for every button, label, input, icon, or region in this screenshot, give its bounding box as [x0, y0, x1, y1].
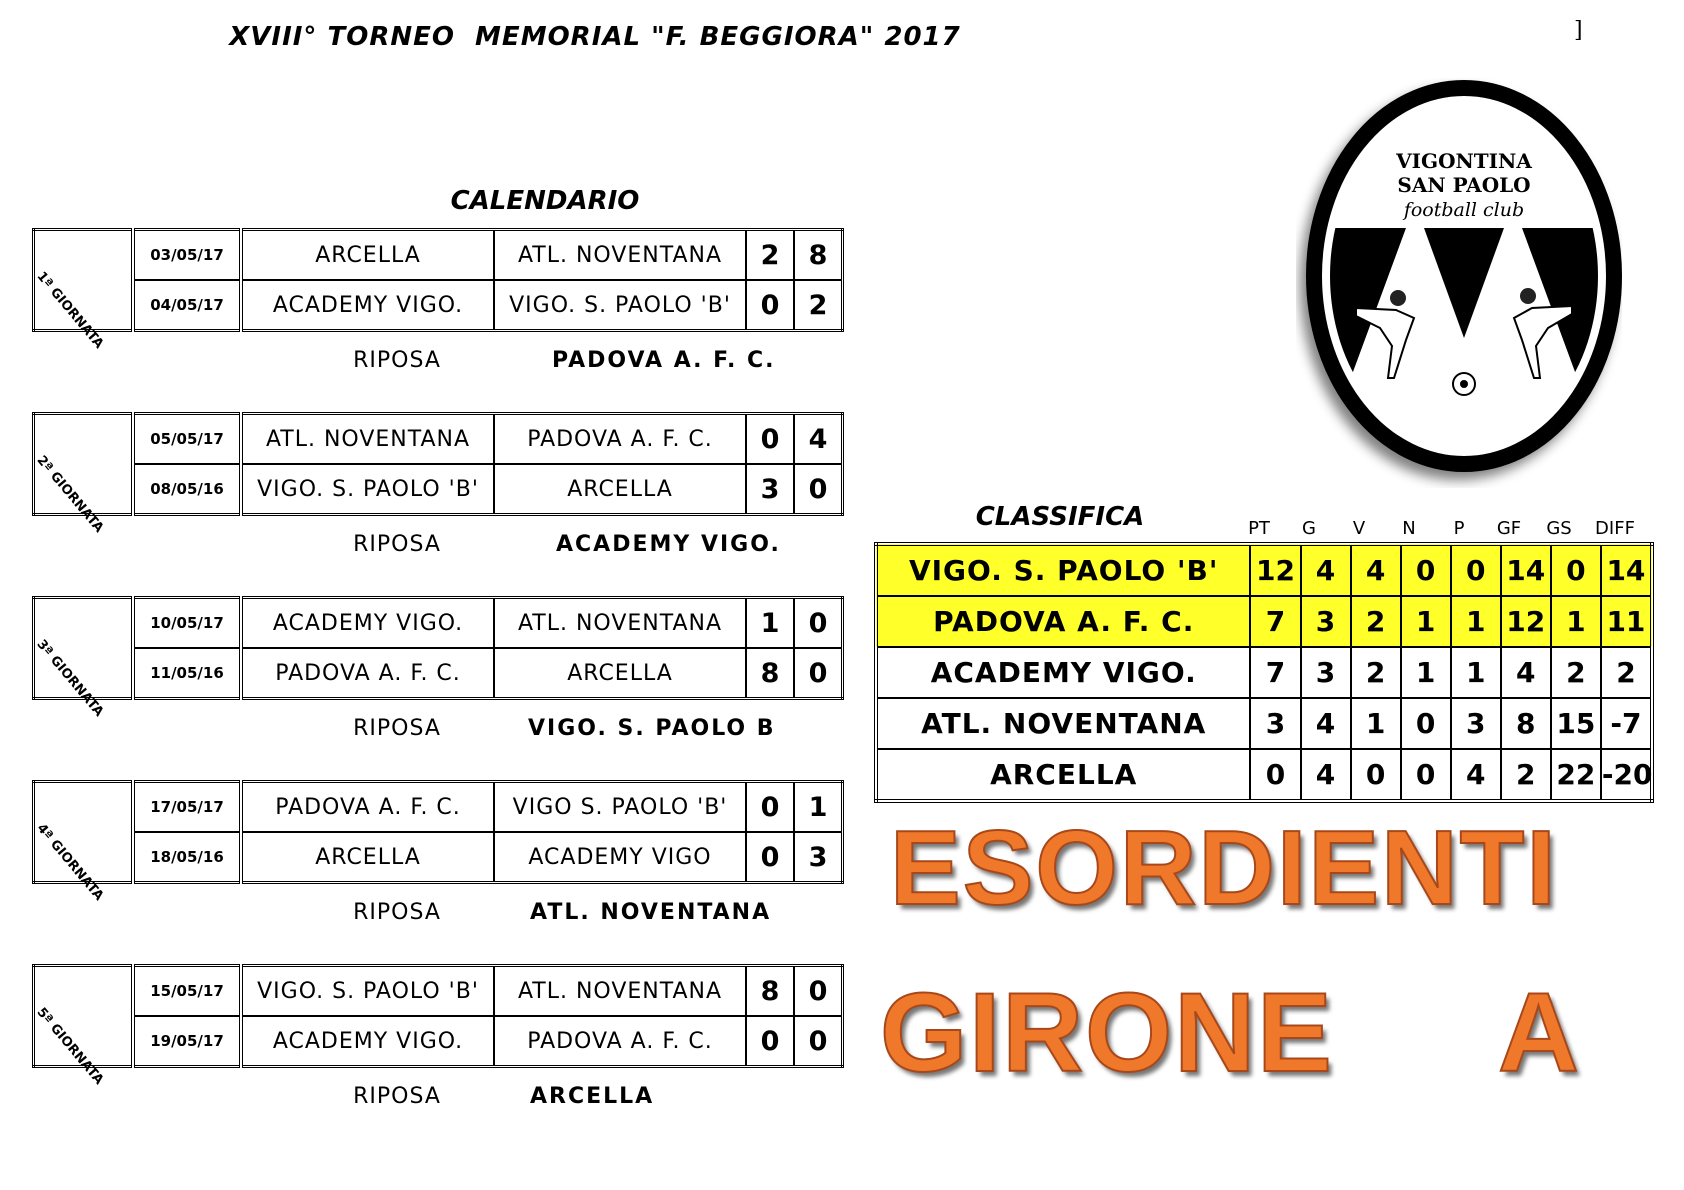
standings-value: 4 — [1301, 544, 1351, 596]
home-team: PADOVA A. F. C. — [241, 648, 494, 699]
standings-team: VIGO. S. PAOLO 'B' — [876, 544, 1250, 596]
standings-value: 3 — [1451, 698, 1501, 749]
rest-line — [32, 532, 846, 562]
round-label: 2ª GIORNATA — [33, 453, 107, 536]
group-word: GIRONE — [880, 970, 1334, 1095]
standings-value: 0 — [1451, 544, 1501, 596]
resting-team: ARCELLA — [530, 1084, 655, 1109]
standings-value: 12 — [1501, 596, 1551, 647]
match-row — [34, 1016, 843, 1067]
away-score: 8 — [794, 230, 843, 281]
standings-value: 7 — [1250, 647, 1300, 698]
standings-value: 3 — [1250, 698, 1300, 749]
round-label: 3ª GIORNATA — [33, 637, 107, 720]
rest-line — [32, 348, 846, 378]
standings-value: -20 — [1601, 749, 1652, 801]
standings-value: 3 — [1301, 596, 1351, 647]
standings-value: 4 — [1501, 647, 1551, 698]
corner-mark: ] — [1574, 18, 1583, 43]
group-letter: A — [1498, 970, 1581, 1095]
standings-team: ACADEMY VIGO. — [876, 647, 1250, 698]
home-score: 8 — [746, 648, 794, 699]
standings-value: 4 — [1301, 698, 1351, 749]
logo-line2: SAN PAOLO — [1397, 173, 1531, 197]
standings-value: 0 — [1551, 544, 1601, 596]
match-date: 08/05/16 — [133, 464, 241, 515]
away-score: 1 — [794, 782, 843, 833]
match-row — [34, 598, 843, 649]
standings-value: 8 — [1501, 698, 1551, 749]
standings-value: 1 — [1551, 596, 1601, 647]
match-date: 11/05/16 — [133, 648, 241, 699]
home-team: ACADEMY VIGO. — [241, 598, 494, 649]
match-row — [34, 414, 843, 465]
round-label: 5ª GIORNATA — [33, 1005, 107, 1088]
col-header: DIFF — [1595, 518, 1635, 539]
standings-value: 22 — [1551, 749, 1601, 801]
col-header: P — [1453, 518, 1465, 539]
home-team: ARCELLA — [241, 230, 494, 281]
home-score: 0 — [746, 280, 794, 331]
away-team: PADOVA A. F. C. — [494, 1016, 746, 1067]
resting-team: PADOVA A. F. C. — [552, 348, 776, 373]
match-date: 19/05/17 — [133, 1016, 241, 1067]
rest-label: RIPOSA — [353, 716, 441, 741]
resting-team: ATL. NOVENTANA — [530, 900, 772, 925]
rest-line — [32, 900, 846, 930]
round-label-cell — [33, 966, 134, 1088]
match-row — [34, 230, 843, 281]
calendar-heading: CALENDARIO — [450, 186, 640, 216]
standings-value: 4 — [1451, 749, 1501, 801]
standings-value: 1 — [1451, 596, 1501, 647]
home-score: 8 — [746, 966, 794, 1017]
standings-value: 1 — [1401, 647, 1451, 698]
category-banner: ESORDIENTI — [890, 809, 1558, 927]
standings-value: -7 — [1601, 698, 1652, 749]
match-date: 17/05/17 — [133, 782, 241, 833]
round-block — [32, 780, 846, 904]
standings-value: 1 — [1401, 596, 1451, 647]
away-score: 3 — [794, 832, 843, 883]
round-label: 4ª GIORNATA — [33, 821, 107, 904]
resting-team: ACADEMY VIGO. — [556, 532, 781, 557]
standings-value: 4 — [1301, 749, 1351, 801]
standings-value: 2 — [1551, 647, 1601, 698]
col-header: GF — [1496, 518, 1522, 539]
away-team: ATL. NOVENTANA — [494, 598, 746, 649]
home-score: 0 — [746, 414, 794, 465]
round-label-cell — [33, 598, 134, 720]
logo-line3: football club — [1403, 199, 1525, 221]
away-team: ATL. NOVENTANA — [494, 966, 746, 1017]
away-team: ARCELLA — [494, 648, 746, 699]
standings-value: 0 — [1250, 749, 1300, 801]
round-block — [32, 964, 846, 1088]
standings-value: 0 — [1401, 749, 1451, 801]
match-date: 15/05/17 — [133, 966, 241, 1017]
match-date: 03/05/17 — [133, 230, 241, 281]
resting-team: VIGO. S. PAOLO B — [528, 716, 776, 741]
standings-value: 2 — [1501, 749, 1551, 801]
home-team: VIGO. S. PAOLO 'B' — [241, 966, 494, 1017]
away-score: 0 — [794, 648, 843, 699]
match-row — [34, 280, 843, 331]
round-block — [32, 228, 846, 352]
standings-row — [876, 749, 1652, 801]
away-score: 2 — [794, 280, 843, 331]
match-row — [34, 966, 843, 1017]
match-date: 04/05/17 — [133, 280, 241, 331]
col-header: PT — [1248, 518, 1270, 539]
page-title: XVIII° TORNEO MEMORIAL "F. BEGGIORA" 2017 — [229, 22, 961, 52]
col-header: G — [1302, 518, 1316, 539]
standings-value: 4 — [1351, 544, 1401, 596]
match-date: 05/05/17 — [133, 414, 241, 465]
standings-value: 15 — [1551, 698, 1601, 749]
round-label-cell — [33, 414, 134, 536]
home-score: 0 — [746, 782, 794, 833]
round-block — [32, 412, 846, 536]
match-row — [34, 648, 843, 699]
match-row — [34, 464, 843, 515]
home-score: 0 — [746, 1016, 794, 1067]
match-date: 10/05/17 — [133, 598, 241, 649]
col-header: GS — [1546, 518, 1572, 539]
home-team: VIGO. S. PAOLO 'B' — [241, 464, 494, 515]
standings-value: 2 — [1351, 596, 1401, 647]
standings-value: 3 — [1301, 647, 1351, 698]
round-label: 1ª GIORNATA — [33, 269, 107, 352]
standings-value: 0 — [1401, 698, 1451, 749]
standings-value: 2 — [1351, 647, 1401, 698]
away-score: 0 — [794, 464, 843, 515]
standings-team: ARCELLA — [876, 749, 1250, 801]
round-label-cell — [33, 230, 134, 352]
away-score: 0 — [794, 1016, 843, 1067]
home-score: 3 — [746, 464, 794, 515]
home-team: ACADEMY VIGO. — [241, 1016, 494, 1067]
standings-value: 14 — [1501, 544, 1551, 596]
col-header: V — [1352, 518, 1366, 539]
standings-team: ATL. NOVENTANA — [876, 698, 1250, 749]
rest-label: RIPOSA — [353, 1084, 441, 1109]
standings-value: 11 — [1601, 596, 1652, 647]
standings-row — [876, 596, 1652, 647]
standings-value: 1 — [1351, 698, 1401, 749]
round-label-cell — [33, 782, 134, 904]
away-team: VIGO. S. PAOLO 'B' — [494, 280, 746, 331]
standings-value: 1 — [1451, 647, 1501, 698]
col-header: N — [1402, 518, 1416, 539]
standings-value: 2 — [1601, 647, 1652, 698]
standings-row — [876, 544, 1652, 596]
rest-label: RIPOSA — [353, 348, 441, 373]
logo-line1: VIGONTINA — [1396, 149, 1532, 173]
away-team: ATL. NOVENTANA — [494, 230, 746, 281]
away-team: VIGO S. PAOLO 'B' — [494, 782, 746, 833]
away-team: PADOVA A. F. C. — [494, 414, 746, 465]
away-score: 0 — [794, 598, 843, 649]
standings-heading: CLASSIFICA — [975, 502, 1145, 532]
round-block — [32, 596, 846, 720]
away-score: 4 — [794, 414, 843, 465]
standings-value: 0 — [1401, 544, 1451, 596]
home-team: PADOVA A. F. C. — [241, 782, 494, 833]
rest-line — [32, 716, 846, 746]
match-row — [34, 782, 843, 833]
match-date: 18/05/16 — [133, 832, 241, 883]
home-team: ACADEMY VIGO. — [241, 280, 494, 331]
standings-value: 7 — [1250, 596, 1300, 647]
match-row — [34, 832, 843, 883]
standings-row — [876, 698, 1652, 749]
standings-team: PADOVA A. F. C. — [876, 596, 1250, 647]
club-logo — [1296, 78, 1622, 488]
rest-line — [32, 1084, 846, 1114]
standings-row — [876, 647, 1652, 698]
home-score: 0 — [746, 832, 794, 883]
away-team: ARCELLA — [494, 464, 746, 515]
standings-table — [874, 542, 1654, 803]
home-score: 1 — [746, 598, 794, 649]
standings-value: 12 — [1250, 544, 1300, 596]
home-score: 2 — [746, 230, 794, 281]
rest-label: RIPOSA — [353, 900, 441, 925]
home-team: ATL. NOVENTANA — [241, 414, 494, 465]
away-score: 0 — [794, 966, 843, 1017]
standings-value: 14 — [1601, 544, 1652, 596]
rest-label: RIPOSA — [353, 532, 441, 557]
away-team: ACADEMY VIGO — [494, 832, 746, 883]
home-team: ARCELLA — [241, 832, 494, 883]
standings-value: 0 — [1351, 749, 1401, 801]
